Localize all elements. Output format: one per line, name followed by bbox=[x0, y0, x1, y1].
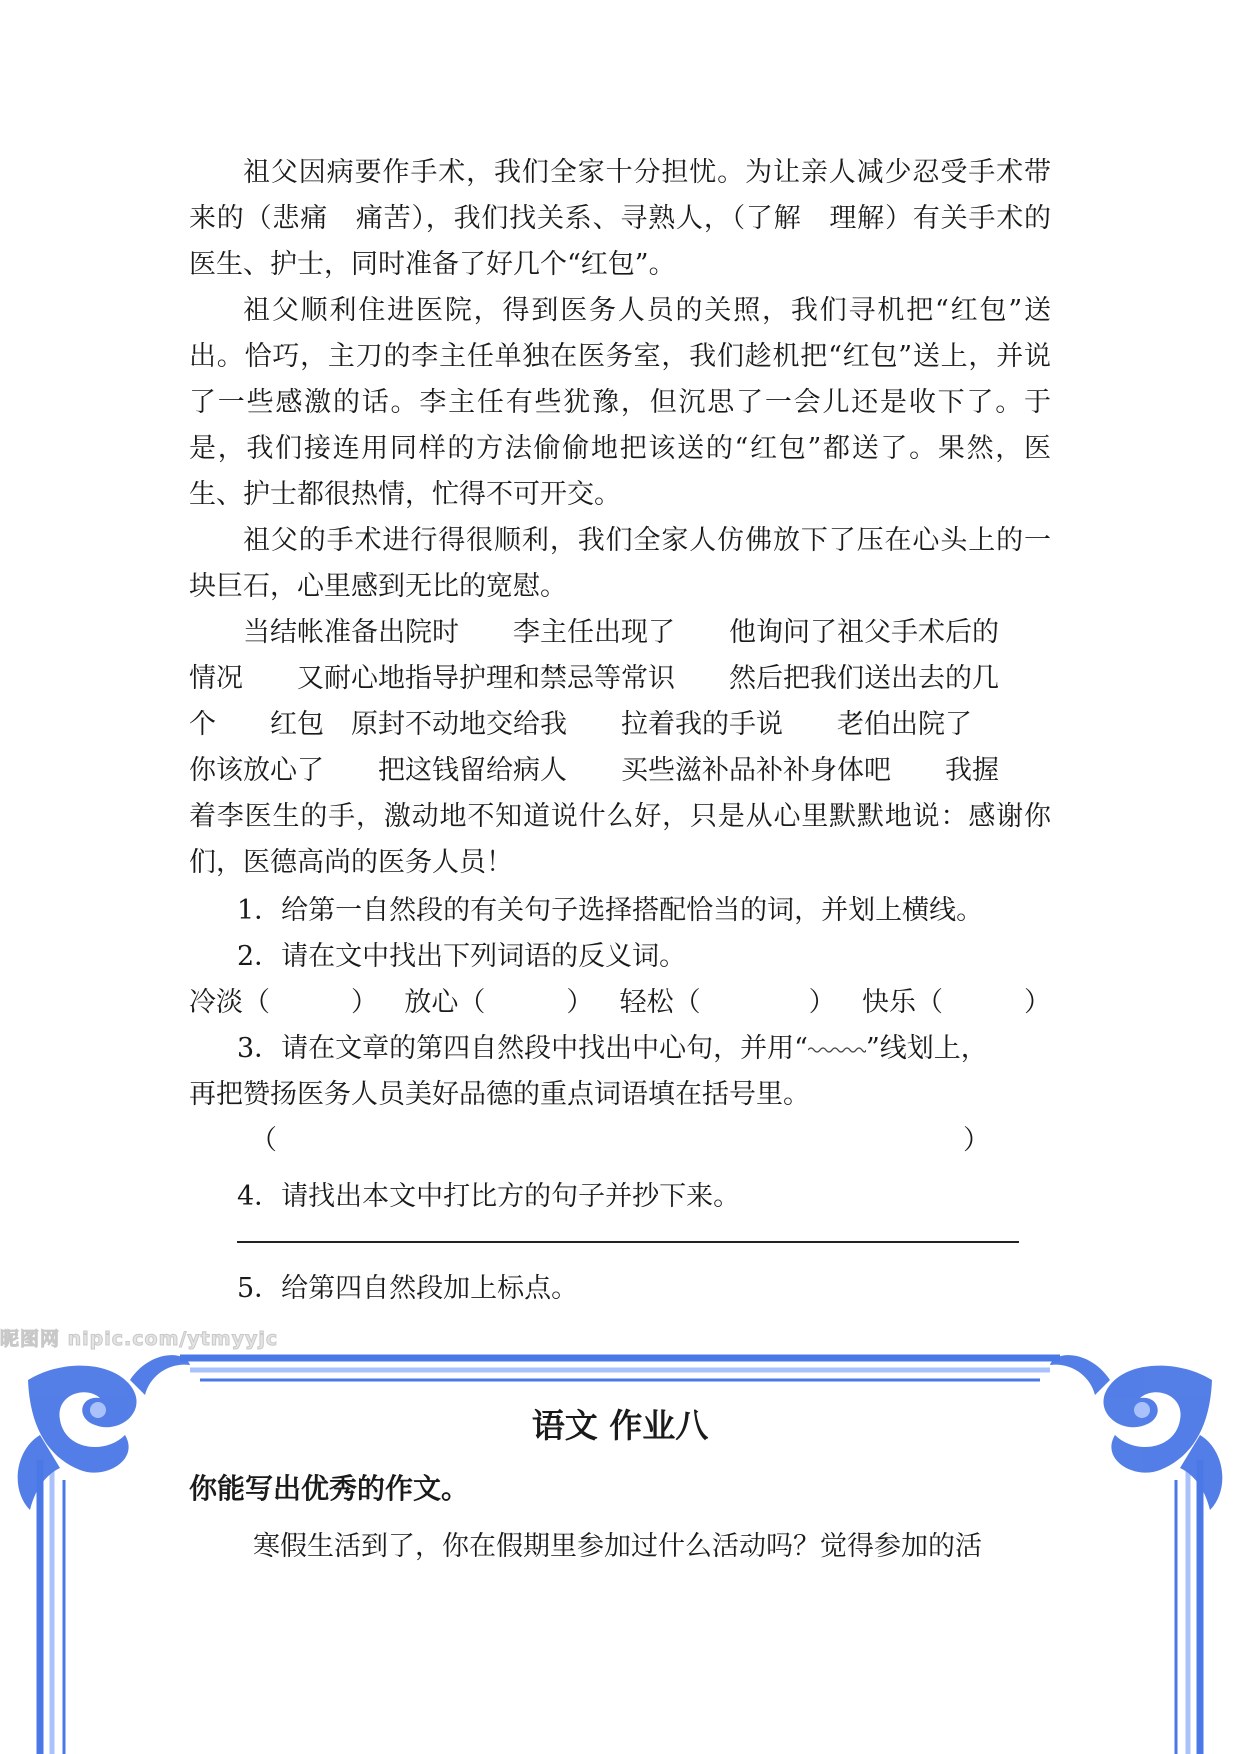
paragraph-1: 祖父因病要作手术，我们全家十分担忧。为让亲人减少忍受手术带来的（悲痛 痛苦），我们找关系、寻熟人，（了解 理解）有关手术的医生、护士，同时准备了好几个“红包”。 bbox=[189, 157, 1051, 280]
left-paren: （ bbox=[250, 1125, 277, 1156]
question-2 bbox=[189, 934, 1051, 980]
paragraph-4-line-2: 情况 又耐心地指导护理和禁忌等常识 然后把我们送出去的几 bbox=[189, 663, 999, 694]
paragraph-4-line-3: 个 红包 原封不动地交给我 拉着我的手说 老伯出院了 bbox=[189, 709, 972, 740]
right-paren: ） bbox=[963, 1125, 990, 1156]
question-3 bbox=[189, 1026, 1051, 1072]
homework-title: 语文 作业八 bbox=[531, 1406, 709, 1445]
paragraph-4-line-4: 你该放心了 把这钱留给病人 买些滋补品补补身体吧 我握 bbox=[189, 755, 999, 786]
question-2-text: 2．请在文中找出下列词语的反义词。 bbox=[237, 941, 687, 972]
answer-line[interactable] bbox=[237, 1241, 1019, 1243]
paragraph-2: 祖父顺利住进医院，得到医务人员的关照，我们寻机把“红包”送出。恰巧，主刀的李主任单独在医务室，我们趁机把“红包”送上，并说了一些感激的话。李主任有些犹豫，但沉思了一会儿还是收下了。于是，我们接连用同样的方法偷偷地把该送的“红包”都送了。果然，医生、护士都很热情，忙得不可开交。 bbox=[189, 295, 1051, 510]
answer-parentheses[interactable] bbox=[250, 1118, 990, 1164]
paragraph-3: 祖父的手术进行得很顺利，我们全家人仿佛放下了压在心头上的一块巨石，心里感到无比的宽慰。 bbox=[189, 525, 1051, 602]
question-3-text-a: 3．请在文章的第四自然段中找出中心句，并用“ bbox=[237, 1033, 808, 1064]
question-1-text: 1．给第一自然段的有关句子选择搭配恰当的词，并划上横线。 bbox=[237, 895, 984, 926]
watermark: 昵图网 nipic.com/ytmyyjc bbox=[0, 1328, 279, 1350]
antonym-row bbox=[189, 980, 1051, 1026]
antonym-item[interactable]: 放心（ ） bbox=[404, 987, 594, 1018]
reading-passage bbox=[189, 150, 1051, 886]
question-3-line-2 bbox=[189, 1072, 1051, 1118]
antonym-item[interactable]: 冷淡（ ） bbox=[189, 987, 378, 1018]
question-4 bbox=[189, 1174, 1051, 1220]
homework-prompt: 寒假生活到了，你在假期里参加过什么活动吗？觉得参加的活 bbox=[253, 1531, 982, 1562]
paragraph-4-rest: 着李医生的手，激动地不知道说什么好，只是从心里默默地说：感谢你们，医德高尚的医务人员！ bbox=[189, 801, 1051, 878]
paragraph-4-line-1: 当结帐准备出院时 李主任出现了 他询问了祖父手术后的 bbox=[243, 617, 999, 648]
question-4-text: 4．请找出本文中打比方的句子并抄下来。 bbox=[237, 1181, 741, 1212]
antonym-item[interactable]: 快乐（ ） bbox=[861, 987, 1051, 1018]
antonym-item[interactable]: 轻松（ ） bbox=[619, 987, 836, 1018]
wavy-underline-icon bbox=[808, 1046, 866, 1054]
question-5 bbox=[189, 1266, 1051, 1312]
question-1 bbox=[189, 888, 1051, 934]
homework-subtitle: 你能写出优秀的作文。 bbox=[189, 1472, 470, 1505]
question-5-text: 5．给第四自然段加上标点。 bbox=[237, 1273, 579, 1304]
question-3-text-c: 再把赞扬医务人员美好品德的重点词语填在括号里。 bbox=[189, 1079, 810, 1110]
question-3-text-b: ”线划上， bbox=[865, 1033, 988, 1064]
